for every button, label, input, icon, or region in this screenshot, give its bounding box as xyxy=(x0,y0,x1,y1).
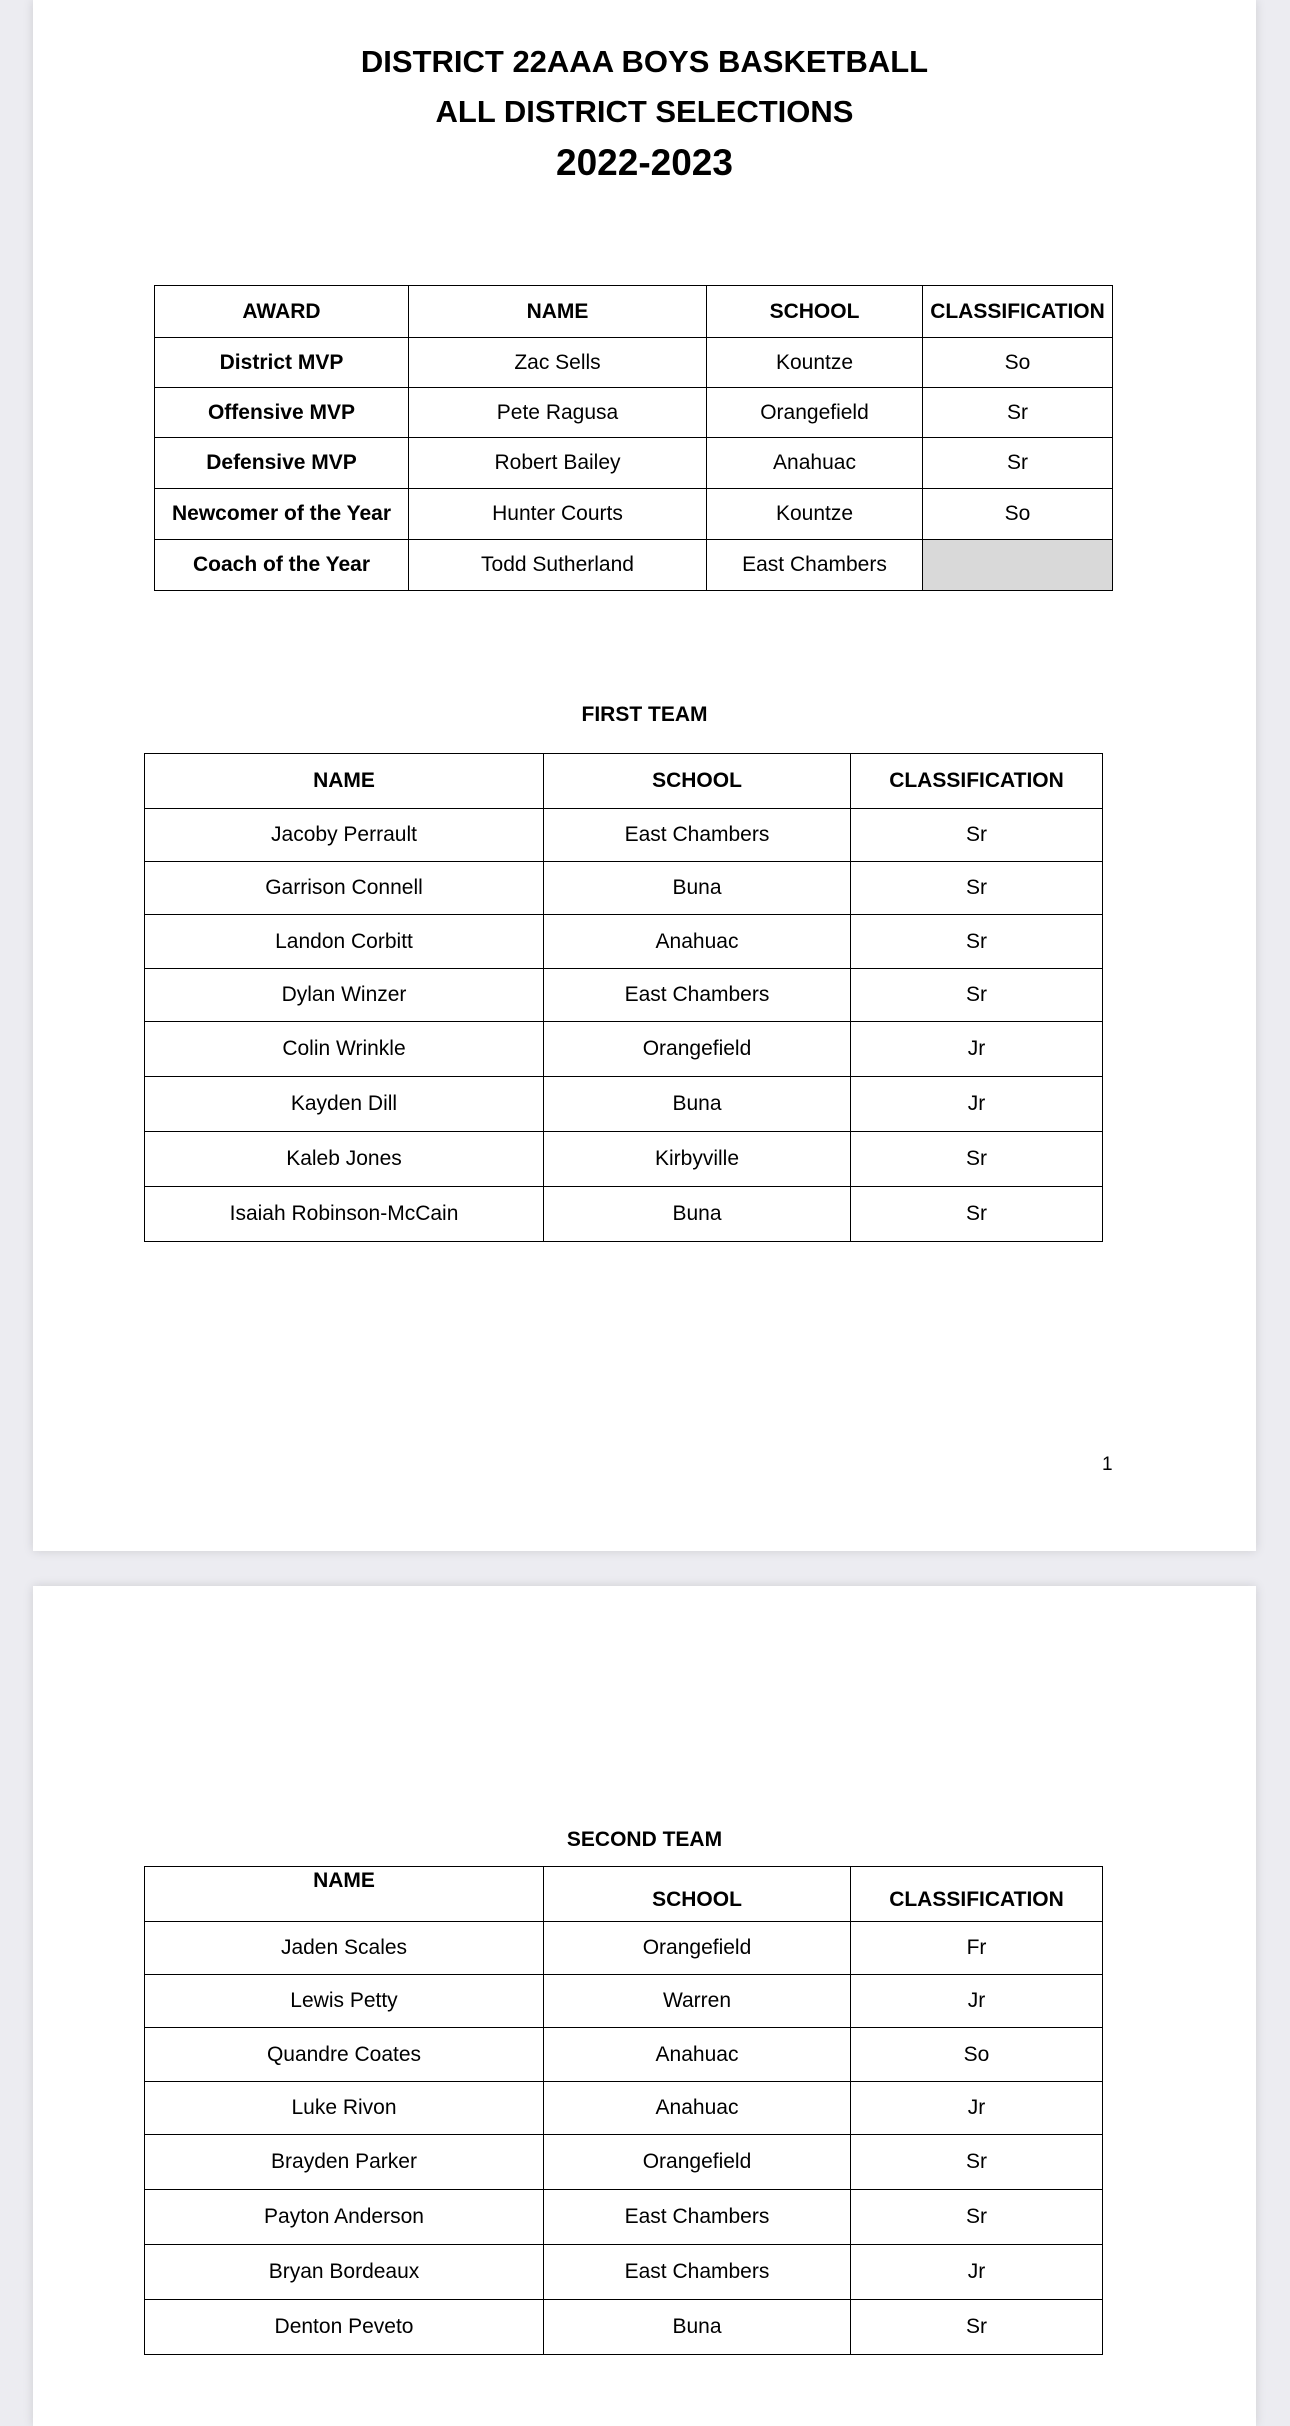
player-classification: Sr xyxy=(851,809,1103,862)
player-school: East Chambers xyxy=(544,809,851,862)
player-school: Buna xyxy=(544,2300,851,2355)
award-name: Offensive MVP xyxy=(155,388,409,438)
player-classification: So xyxy=(851,2028,1103,2082)
first-team-title: FIRST TEAM xyxy=(581,703,708,726)
table-row xyxy=(145,1975,1103,2028)
award-school: Orangefield xyxy=(707,388,923,438)
table-row xyxy=(145,2300,1103,2355)
award-name: District MVP xyxy=(155,338,409,388)
second-team-title: SECOND TEAM xyxy=(566,1828,723,1851)
player-name: Garrison Connell xyxy=(145,862,544,915)
page-number: 1 xyxy=(1102,1454,1113,1475)
awards-col-school: SCHOOL xyxy=(707,286,923,338)
table-row xyxy=(145,1132,1103,1187)
document-page-1 xyxy=(33,0,1256,1551)
table-row xyxy=(145,1187,1103,1242)
award-school: East Chambers xyxy=(707,540,923,591)
awards-col-name: NAME xyxy=(409,286,707,338)
player-school: Orangefield xyxy=(544,1022,851,1077)
award-winner-name: Zac Sells xyxy=(409,338,707,388)
table-row xyxy=(145,2245,1103,2300)
document-page-2 xyxy=(33,1586,1256,2426)
second-team-header-row xyxy=(145,1867,1103,1922)
award-name: Defensive MVP xyxy=(155,438,409,489)
award-classification: Sr xyxy=(923,438,1113,489)
table-row xyxy=(145,2082,1103,2135)
player-name: Denton Peveto xyxy=(145,2300,544,2355)
player-name: Jacoby Perrault xyxy=(145,809,544,862)
second-team-col-school: SCHOOL xyxy=(544,1867,851,1922)
player-name: Isaiah Robinson-McCain xyxy=(145,1187,544,1242)
award-classification: Sr xyxy=(923,388,1113,438)
document-year: 2022-2023 xyxy=(556,142,733,183)
table-row xyxy=(145,2190,1103,2245)
awards-table xyxy=(154,285,1113,591)
award-row xyxy=(155,489,1113,540)
player-classification: Sr xyxy=(851,1132,1103,1187)
player-name: Kaleb Jones xyxy=(145,1132,544,1187)
player-classification: Sr xyxy=(851,2190,1103,2245)
player-school: East Chambers xyxy=(544,969,851,1022)
player-school: Orangefield xyxy=(544,2135,851,2190)
award-row xyxy=(155,338,1113,388)
first-team-col-classification: CLASSIFICATION xyxy=(851,754,1103,809)
document-title-line2: ALL DISTRICT SELECTIONS xyxy=(435,94,854,129)
player-classification: Jr xyxy=(851,1022,1103,1077)
first-team-header-row xyxy=(145,754,1103,809)
player-name: Jaden Scales xyxy=(145,1922,544,1975)
award-winner-name: Robert Bailey xyxy=(409,438,707,489)
player-classification: Sr xyxy=(851,915,1103,969)
player-name: Lewis Petty xyxy=(145,1975,544,2028)
player-school: East Chambers xyxy=(544,2190,851,2245)
award-name: Newcomer of the Year xyxy=(155,489,409,540)
player-school: Orangefield xyxy=(544,1922,851,1975)
player-classification: Jr xyxy=(851,1975,1103,2028)
second-team-col-classification: CLASSIFICATION xyxy=(851,1867,1103,1922)
award-row xyxy=(155,540,1113,591)
player-school: Buna xyxy=(544,862,851,915)
table-row xyxy=(145,1922,1103,1975)
award-winner-name: Todd Sutherland xyxy=(409,540,707,591)
first-team-col-school: SCHOOL xyxy=(544,754,851,809)
award-school: Kountze xyxy=(707,489,923,540)
award-winner-name: Hunter Courts xyxy=(409,489,707,540)
table-row xyxy=(145,1022,1103,1077)
first-team-table xyxy=(144,753,1103,1242)
player-classification: Fr xyxy=(851,1922,1103,1975)
table-row xyxy=(145,2028,1103,2082)
player-school: Buna xyxy=(544,1077,851,1132)
award-winner-name: Pete Ragusa xyxy=(409,388,707,438)
document-title-line1: DISTRICT 22AAA BOYS BASKETBALL xyxy=(360,44,929,79)
player-school: East Chambers xyxy=(544,2245,851,2300)
player-school: Warren xyxy=(544,1975,851,2028)
award-classification: So xyxy=(923,338,1113,388)
table-row xyxy=(145,809,1103,862)
player-name: Payton Anderson xyxy=(145,2190,544,2245)
table-row xyxy=(145,1077,1103,1132)
player-name: Kayden Dill xyxy=(145,1077,544,1132)
player-name: Luke Rivon xyxy=(145,2082,544,2135)
player-classification: Sr xyxy=(851,2135,1103,2190)
award-row xyxy=(155,438,1113,489)
award-row xyxy=(155,388,1113,438)
table-row xyxy=(145,969,1103,1022)
player-classification: Jr xyxy=(851,2082,1103,2135)
awards-header-row xyxy=(155,286,1113,338)
awards-col-award: AWARD xyxy=(155,286,409,338)
player-classification: Jr xyxy=(851,1077,1103,1132)
table-row xyxy=(145,862,1103,915)
player-school: Anahuac xyxy=(544,915,851,969)
player-classification: Sr xyxy=(851,862,1103,915)
award-school: Kountze xyxy=(707,338,923,388)
player-school: Kirbyville xyxy=(544,1132,851,1187)
player-classification: Jr xyxy=(851,2245,1103,2300)
player-name: Bryan Bordeaux xyxy=(145,2245,544,2300)
player-classification: Sr xyxy=(851,969,1103,1022)
second-team-col-name: NAME xyxy=(145,1867,544,1922)
player-name: Landon Corbitt xyxy=(145,915,544,969)
table-row xyxy=(145,915,1103,969)
award-name: Coach of the Year xyxy=(155,540,409,591)
award-classification-empty xyxy=(923,540,1113,591)
first-team-col-name: NAME xyxy=(145,754,544,809)
award-classification: So xyxy=(923,489,1113,540)
player-name: Brayden Parker xyxy=(145,2135,544,2190)
player-name: Dylan Winzer xyxy=(145,969,544,1022)
player-name: Quandre Coates xyxy=(145,2028,544,2082)
second-team-table xyxy=(144,1866,1103,2355)
awards-col-classification: CLASSIFICATION xyxy=(923,286,1113,338)
award-school: Anahuac xyxy=(707,438,923,489)
player-school: Buna xyxy=(544,1187,851,1242)
table-row xyxy=(145,2135,1103,2190)
player-classification: Sr xyxy=(851,1187,1103,1242)
player-classification: Sr xyxy=(851,2300,1103,2355)
player-school: Anahuac xyxy=(544,2082,851,2135)
player-name: Colin Wrinkle xyxy=(145,1022,544,1077)
player-school: Anahuac xyxy=(544,2028,851,2082)
